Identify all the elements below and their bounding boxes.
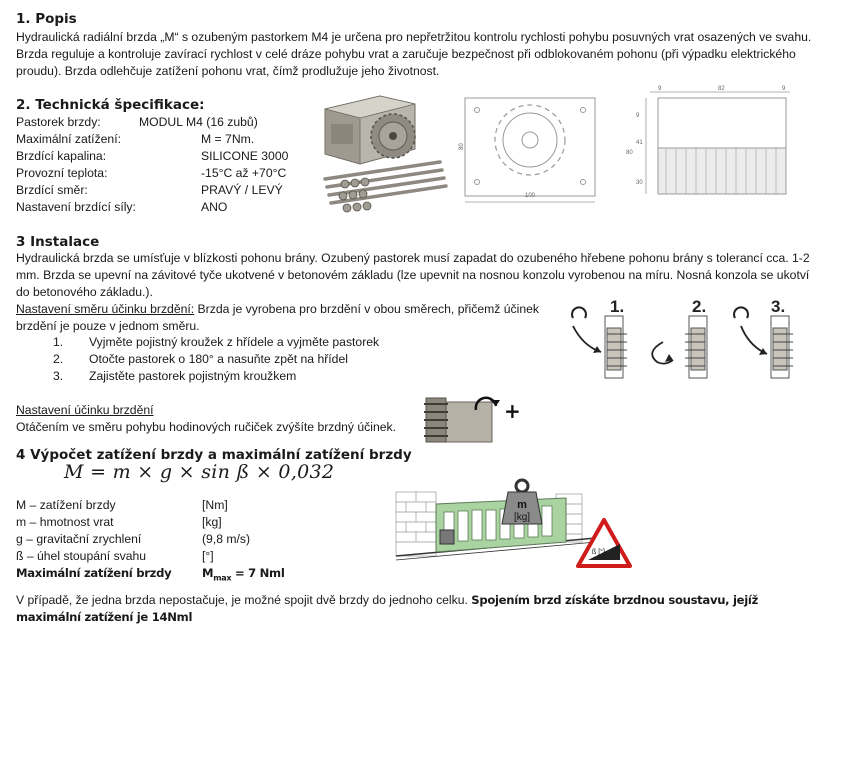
formula: M = m × g × sin ß × 0,032 (64, 461, 335, 483)
note-bold-text: Spojením brzd získáte brzdnou soustavu, jejíž maximální zatížení je 14Nml (16, 593, 759, 624)
dim-label: 9 (636, 113, 640, 119)
weight-icon (502, 480, 542, 524)
direction-label: Nastavení směru účinku brzdění: (16, 302, 195, 316)
section-2-title: 2. Technická špecifikace: (16, 97, 205, 113)
figure-step-label: 1. (610, 297, 625, 316)
section-3-text: Hydraulická brzda se umísťuje v blízkosti pohonu brány. Ozubený pastorek musí zapadat do ozubeného hřebene pohonu brány s tolerancí cca. 1-2 mm. Brzda se upevní na závitové tyče ukotvené v betonovém základu (lze upevnit na nosnou konzolu vyrobenou na míru. Nosná konzola se ukotví do betonového základu.). (16, 251, 810, 299)
dim-label: 80 (459, 143, 465, 150)
figure-step-label: 2. (692, 297, 707, 316)
section-1-text: Hydraulická radiální brzda „M“ s ozubeným pastorkem M4 je určena pro nepřetržitou kontrolu rychlosti pohybu posuvných vrat osazených ve svahu. Brzda reguluje a kontroluje zavírací rychlost v celé dráze pohybu vrat a zaručuje bezpečnost při odblokovaném pohonu (při výpadku elektrického proudu). Brzda odlehčuje zatížení pohonu vrat, čímž prodlužuje jeho životnost. (16, 30, 812, 78)
dim-label: 100 (524, 193, 536, 199)
svg-text:[kg]: [kg] (513, 512, 531, 523)
force-label: Nastavení účinku brzdění (16, 403, 154, 417)
sliding-gate-slope-figure (396, 470, 636, 570)
rotate-right-icon (734, 307, 748, 318)
note-text: V případě, že jedna brzda nepostačuje, je možné spojit dvě brzdy do jednoho celku. (16, 593, 472, 607)
dim-label: 82 (718, 86, 725, 92)
dim-label: 41 (636, 140, 643, 146)
section-1-title: 1. Popis (16, 11, 77, 27)
svg-text:m: m (517, 499, 527, 511)
brake-product-image (305, 94, 455, 222)
direction-text: Brzda je vyrobena pro brzdění v obou směrech, přičemž účinek brzdění je pouze v jednom směru. (16, 302, 539, 333)
svg-text:ß [°]: ß [°] (592, 549, 605, 556)
brake-icon (440, 530, 454, 544)
dim-label: 9 (782, 86, 786, 92)
force-text: Otáčením ve směru pohybu hodinových ručiček zvýšíte brzdný účinek. (16, 420, 397, 434)
dim-label: 9 (658, 86, 662, 92)
direction-paragraph (16, 301, 551, 335)
technical-drawing-side (628, 84, 800, 202)
pinion-reversal-figure (565, 296, 805, 382)
figure-step-label: 3. (771, 297, 786, 316)
section-3-title: 3 Instalace (16, 234, 100, 250)
dim-label: 80 (626, 150, 633, 156)
pinion-icon (685, 316, 707, 378)
note-paragraph (16, 592, 826, 626)
technical-drawing-front (457, 96, 622, 206)
pinion-icon (771, 316, 793, 378)
plus-icon: + (504, 399, 521, 423)
force-adjust-figure (424, 388, 524, 446)
dim-label: 30 (636, 180, 643, 186)
pinion-icon (605, 316, 627, 378)
rotate-left-icon (572, 307, 586, 318)
section-4-title: 4 Výpočet zatížení brzdy a maximální zatížení brzdy (16, 447, 412, 463)
